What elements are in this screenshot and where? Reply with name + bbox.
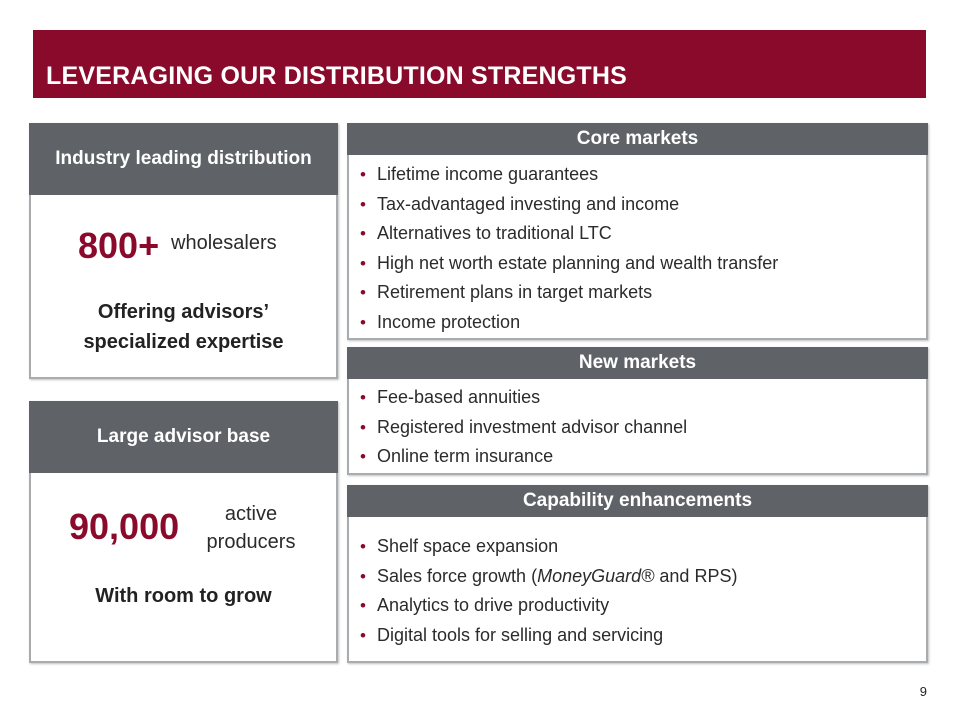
list-item: • High net worth estate planning and wealth transfer: [357, 249, 918, 279]
list-item: • Online term insurance: [357, 442, 918, 472]
core-markets-header: [347, 123, 928, 155]
advisor-base-header: [29, 401, 338, 473]
list-item: [357, 562, 918, 592]
wholesalers-count: 800+: [78, 225, 160, 266]
producers-label-line-1: active: [224, 503, 278, 525]
list-item: • Registered investment advisor channel: [357, 413, 918, 443]
producers-count: 90,000: [69, 506, 180, 547]
wholesalers-label: wholesalers: [171, 232, 277, 254]
page-title: LEVERAGING OUR DISTRIBUTION STRENGTHS: [46, 62, 628, 90]
producers-label-line-2: producers: [206, 531, 296, 553]
new-markets-header-label: New markets: [578, 352, 697, 373]
capability-header: [347, 485, 928, 517]
list-item: • Retirement plans in target markets: [357, 278, 918, 308]
new-markets-header: [347, 347, 928, 379]
core-markets-header-label: Core markets: [576, 128, 699, 149]
producers-label: [199, 500, 303, 556]
distribution-box: [29, 123, 338, 379]
list-item: • Lifetime income guarantees: [357, 160, 918, 190]
moneyguard-brand: MoneyGuard®: [537, 565, 655, 586]
capability-header-label: Capability enhancements: [522, 490, 753, 511]
sales-suffix: and RPS): [654, 565, 738, 586]
distribution-tagline: [31, 297, 336, 357]
advisor-base-box: [29, 401, 338, 663]
distribution-tagline-line-1: Offering advisors’: [97, 301, 270, 323]
page-number: 9: [919, 684, 927, 699]
list-item: • Analytics to drive productivity: [357, 591, 918, 621]
new-markets-box: [347, 347, 928, 475]
advisor-base-header-label: Large advisor base: [96, 426, 271, 447]
distribution-header: [29, 123, 338, 195]
core-markets-box: [347, 123, 928, 340]
list-item: • Shelf space expansion: [357, 532, 918, 562]
list-item: • Income protection: [357, 308, 918, 338]
capability-box: [347, 485, 928, 663]
title-bar: [33, 30, 926, 98]
distribution-header-label: Industry leading distribution: [55, 148, 312, 169]
list-item: • Tax-advantaged investing and income: [357, 190, 918, 220]
list-item: • Fee-based annuities: [357, 383, 918, 413]
distribution-tagline-line-2: specialized expertise: [83, 331, 284, 353]
capability-list: [357, 532, 918, 650]
list-item: • Alternatives to traditional LTC: [357, 219, 918, 249]
list-item: • Digital tools for selling and servicing: [357, 621, 918, 651]
core-markets-list: [357, 160, 918, 337]
new-markets-list: [357, 383, 918, 472]
advisor-base-tagline: With room to grow: [95, 585, 272, 607]
sales-prefix: Sales force growth (: [377, 565, 538, 586]
